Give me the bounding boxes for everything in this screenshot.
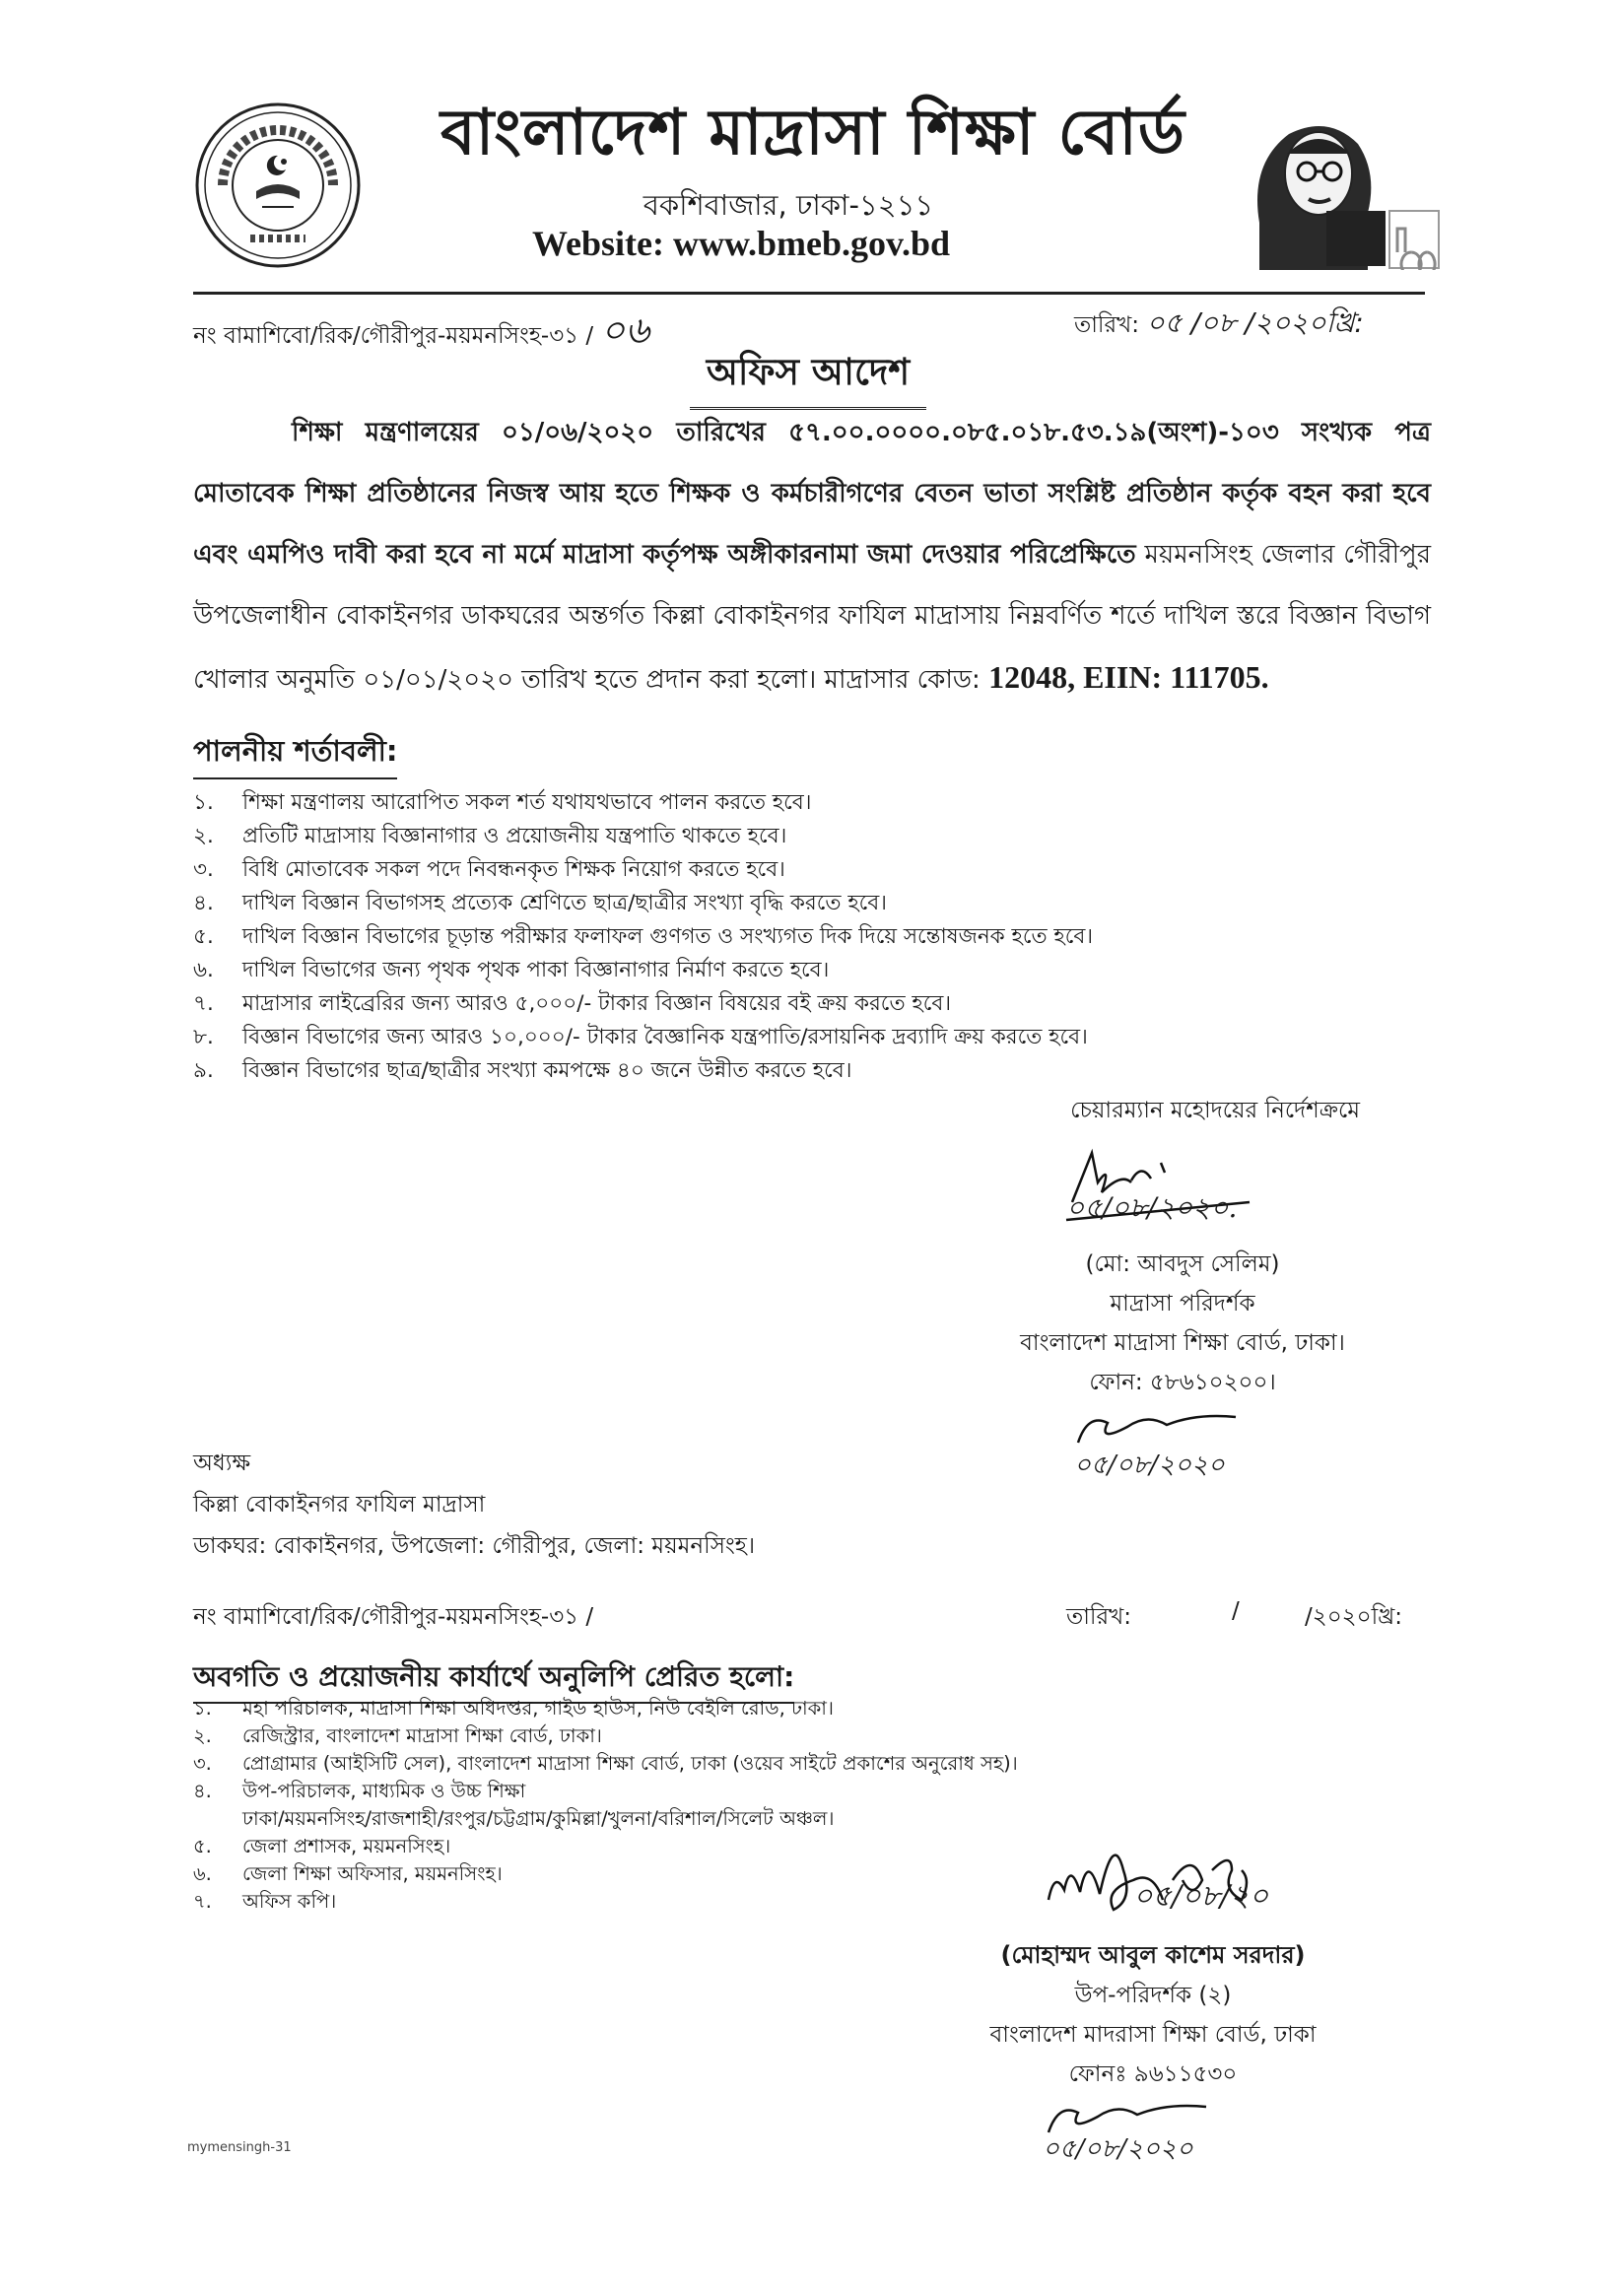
- list-item: ৯. বিজ্ঞান বিভাগের ছাত্র/ছাত্রীর সংখ্যা কমপক্ষে ৪০ জনে উন্নীত করতে হবে।: [193, 1058, 852, 1083]
- header-divider: [193, 292, 1425, 295]
- list-item: ১. শিক্ষা মন্ত্রণালয় আরোপিত সকল শর্ত যথাযথভাবে পালন করতে হবে।: [193, 790, 812, 815]
- signatory-2-phone: ফোনঃ ৯৬১১৫৩০: [1068, 2061, 1238, 2087]
- list-item: ২. প্রতিটি মাদ্রাসায় বিজ্ঞানাগার ও প্রয়োজনীয় যন্ত্রপাতি থাকতে হবে।: [193, 824, 787, 848]
- board-name-title: বাংলাদেশ মাদ্রাসা শিক্ষা বোর্ড: [440, 96, 1185, 169]
- board-seal-logo: [193, 101, 363, 270]
- reference-number-handwritten: ০৬: [600, 310, 649, 352]
- signatory-1-office: বাংলাদেশ মাদ্রাসা শিক্ষা বোর্ড, ঢাকা।: [1020, 1330, 1345, 1356]
- initial-2-date: ০৫/০৮/২০২০: [1043, 2134, 1193, 2164]
- list-item: ৮. বিজ্ঞান বিভাগের জন্য আরও ১০,০০০/- টাকার বৈজ্ঞানিক যন্ত্রপাতি/রসায়নিক দ্রব্যাদি ক্রয় করতে হবে।: [193, 1025, 1088, 1049]
- signatory-2-name: (মোহাম্মদ আবুল কাশেম সরদার): [1000, 1941, 1306, 1969]
- signatory-1-designation: মাদ্রাসা পরিদর্শক: [1110, 1291, 1255, 1316]
- recipient-title: অধ্যক্ষ: [193, 1451, 251, 1476]
- reference-2-label: নং বামাশিবো/রিক/গৌরীপুর-ময়মনসিংহ-৩১ /: [193, 1604, 594, 1630]
- reference-line: [193, 302, 649, 365]
- list-item: ৬. দাখিল বিভাগের জন্য পৃথক পৃথক পাকা বিজ্ঞানাগার নির্মাণ করতে হবে।: [193, 958, 830, 982]
- conditions-title: পালনীয় শর্তাবলী:: [193, 729, 397, 779]
- signature-2-date: ০৫/০৮/২০: [1133, 1879, 1269, 1914]
- order-body-paragraph: [193, 402, 1431, 710]
- reference-2-date-sep: /: [1232, 1598, 1240, 1624]
- mujib-borsho-logo: [1220, 104, 1447, 270]
- reference-label: নং বামাশিবো/রিক/গৌরীপুর-ময়মনসিংহ-৩১ /: [193, 323, 594, 349]
- date-line: [1074, 302, 1364, 348]
- list-item: ১. মহা পরিচালক, মাদ্রাসা শিক্ষা অধিদপ্তর, গাইড হাউস, নিউ বেইলি রোড, ঢাকা।: [193, 1697, 834, 1720]
- body-rest-text: ময়মনসিংহ জেলার গৌরীপুর উপজেলাধীন বোকাইনগর ডাকঘরের অন্তর্গত কিল্লা বোকাইনগর ফাযিল মাদ্রাসায় নিম্নবর্ণিত শর্তে দাখিল স্তরে বিজ্ঞান বিভাগ খোলার অনুমতি ০১/০১/২০২০ তারিখ হতে প্রদান করা হলো। মাদ্রাসার কোড:: [193, 540, 1432, 695]
- recipient-address: ডাকঘর: বোকাইনগর, উপজেলা: গৌরীপুর, জেলা: ময়মনসিংহ।: [193, 1533, 756, 1559]
- list-item: ঢাকা/ময়মনসিংহ/রাজশাহী/রংপুর/চট্টগ্রাম/কুমিল্লা/খুলনা/বরিশাল/সিলেট অঞ্চল।: [242, 1807, 835, 1830]
- reference-2-date-label: তারিখ:: [1066, 1604, 1132, 1630]
- list-item: ৫. জেলা প্রশাসক, ময়মনসিংহ।: [193, 1835, 451, 1857]
- board-address: বকশিবাজার, ঢাকা-১২১১: [643, 188, 934, 222]
- office-order-heading: অফিস আদেশ: [690, 343, 926, 410]
- list-item: ৫. দাখিল বিজ্ঞান বিভাগের চূড়ান্ত পরীক্ষার ফলাফল গুণগত ও সংখ্যগত দিক দিয়ে সন্তোষজনক হতে হবে।: [193, 924, 1094, 949]
- recipient-institution: কিল্লা বোকাইনগর ফাযিল মাদ্রাসা: [193, 1492, 486, 1518]
- by-order-text: চেয়ারম্যান মহোদয়ের নির্দেশক্রমে: [1070, 1098, 1360, 1123]
- list-item: ২. রেজিস্ট্রার, বাংলাদেশ মাদ্রাসা শিক্ষা বোর্ড, ঢাকা।: [193, 1724, 602, 1747]
- conditions-list: [193, 786, 1435, 1088]
- list-item: ৪. দাখিল বিজ্ঞান বিভাগসহ প্রত্যেক শ্রেণিতে ছাত্র/ছাত্রীর সংখ্যা বৃদ্ধি করতে হবে।: [193, 891, 887, 915]
- copies-title: অবগতি ও প্রয়োজনীয় কার্যার্থে অনুলিপি প্রেরিত হলো:: [193, 1655, 794, 1704]
- body-lead-text: শিক্ষা মন্ত্রণালয়ের ০১/০৬/২০২০ তারিখের ৫৭.০০.০০০০.০৮৫.০১৮.৫৩.১৯(অংশ)-১০৩ সংখ্যক পত্র মোতাবেক শিক্ষা প্রতিষ্ঠানের নিজস্ব আয় হতে শিক্ষক ও কর্মচারীগণের বেতন ভাতা সংশ্লিষ্ট প্রতিষ্ঠান কর্তৃক বহন করা হবে এবং এমপিও দাবী করা হবে না মর্মে মাদ্রাসা কর্তৃপক্ষ অঙ্গীকারনামা জমা দেওয়ার পরিপ্রেক্ষিতে: [193, 418, 1431, 570]
- initial-1-date: ০৫/০৮/২০২০: [1074, 1451, 1225, 1480]
- board-website: Website: www.bmeb.gov.bd: [532, 224, 951, 263]
- signatory-2-office: বাংলাদেশ মাদরাসা শিক্ষা বোর্ড, ঢাকা: [989, 2022, 1317, 2048]
- madrasa-code: 12048, EIIN: 111705.: [988, 659, 1269, 695]
- date-label: তারিখ:: [1074, 312, 1140, 338]
- reference-2-date-year: /২০২০খ্রি:: [1305, 1604, 1403, 1630]
- list-item: ৪. উপ-পরিচালক, মাধ্যমিক ও উচ্চ শিক্ষা: [193, 1780, 526, 1802]
- list-item: ৭. মাদ্রাসার লাইব্রেরির জন্য আরও ৫,০০০/- টাকার বিজ্ঞান বিষয়ের বই ক্রয় করতে হবে।: [193, 991, 952, 1016]
- signatory-1-phone: ফোন: ৫৮৬১০২০০।: [1089, 1370, 1276, 1395]
- footer-tag: mymensingh-31: [187, 2140, 292, 2155]
- signatory-1-name: (মো: আবদুস সেলিম): [1085, 1251, 1280, 1277]
- list-item: ৭. অফিস কপি।: [193, 1890, 337, 1913]
- list-item: ৩. প্রোগ্রামার (আইসিটি সেল), বাংলাদেশ মাদ্রাসা শিক্ষা বোর্ড, ঢাকা (ওয়েব সাইটে প্রকাশের অনুরোধ সহ)।: [193, 1752, 1018, 1775]
- list-item: ৬. জেলা শিক্ষা অফিসার, ময়মনসিংহ।: [193, 1862, 503, 1885]
- date-value: ০৫ /০৮ /২০২০খ্রি:: [1146, 306, 1364, 339]
- signature-1-date: ০৫/০৮/২০২০.: [1066, 1191, 1238, 1224]
- list-item: ৩. বিধি মোতাবেক সকল পদে নিবন্ধনকৃত শিক্ষক নিয়োগ করতে হবে।: [193, 857, 785, 882]
- signatory-2-designation: উপ-পরিদর্শক (২): [1074, 1983, 1232, 2008]
